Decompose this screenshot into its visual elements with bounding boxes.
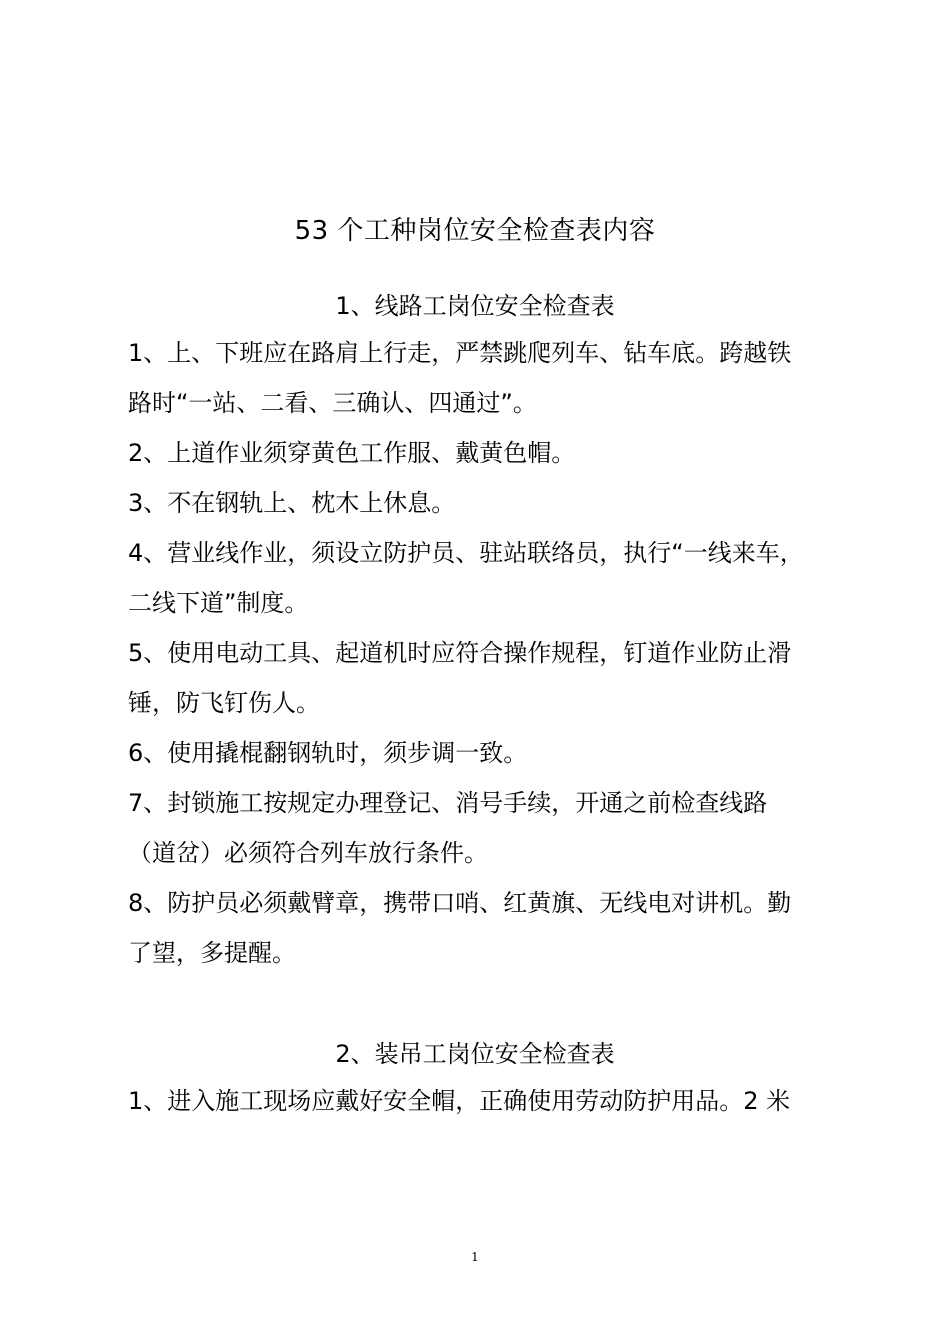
section-1-line-12: 8、防护员必须戴臂章，携带口哨、红黄旗、无线电对讲机。勤 xyxy=(128,889,792,917)
section-1-line-11: （道岔）必须符合列车放行条件。 xyxy=(128,839,488,867)
section-1-line-6: 二线下道”制度。 xyxy=(128,589,309,617)
section-1-line-4: 3、不在钢轨上、枕木上休息。 xyxy=(128,489,456,517)
document-title: 53 个工种岗位安全检查表内容 xyxy=(294,216,656,246)
section-1-line-1: 1、上、下班应在路肩上行走，严禁跳爬列车、钻车底。跨越铁 xyxy=(128,339,792,367)
page-number: 1 xyxy=(471,1250,479,1264)
section-1-line-10: 7、封锁施工按规定办理登记、消号手续，开通之前检查线路 xyxy=(128,789,768,817)
section-1-line-13: 了望，多提醒。 xyxy=(128,939,296,967)
section-1-line-9: 6、使用撬棍翻钢轨时，须步调一致。 xyxy=(128,739,528,767)
section-1-line-5: 4、营业线作业，须设立防护员、驻站联络员，执行“一线来车， xyxy=(128,539,804,567)
section-1-line-8: 锤，防飞钉伤人。 xyxy=(128,689,320,717)
section-heading-2: 2、装吊工岗位安全检查表 xyxy=(335,1040,615,1068)
section-1-line-2: 路时“一站、二看、三确认、四通过”。 xyxy=(128,389,537,417)
section-1-line-7: 5、使用电动工具、起道机时应符合操作规程，钉道作业防止滑 xyxy=(128,639,792,667)
section-1-line-3: 2、上道作业须穿黄色工作服、戴黄色帽。 xyxy=(128,439,576,467)
section-heading-1: 1、线路工岗位安全检查表 xyxy=(335,292,615,320)
section-2-line-1: 1、进入施工现场应戴好安全帽，正确使用劳动防护用品。2 米 xyxy=(128,1087,791,1115)
